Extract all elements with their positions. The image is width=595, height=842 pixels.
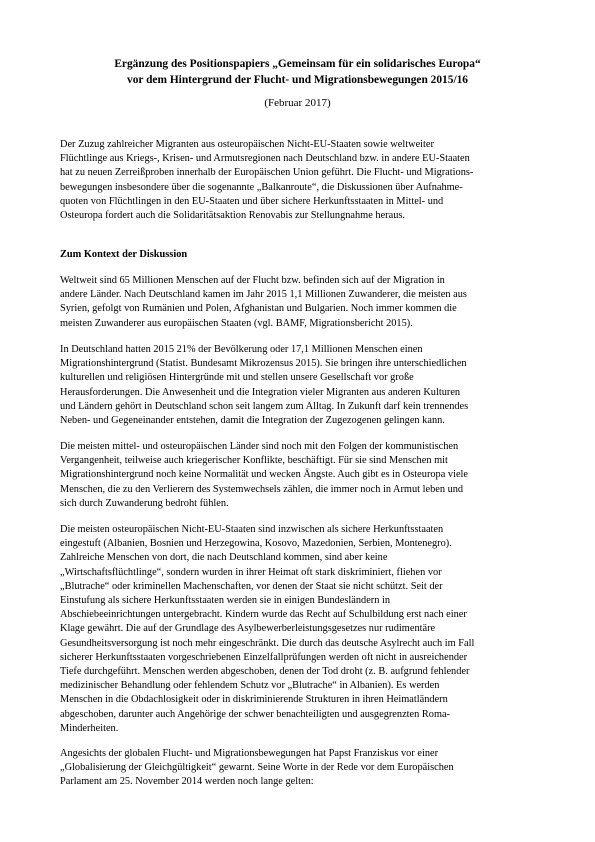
intro-paragraph: Der Zuzug zahlreicher Migranten aus osteuropäischen Nicht-EU-Staaten sowie weltweiter Flüchtlinge aus Kriegs-, Krisen- und Armutsregionen nach Deutschland bzw. in andere EU-Staaten hat zu neuen Zerreißproben innerhalb der Europäischen Union geführt. Die Flucht- und Migrations- bewegungen insbesondere über die sogenannte „Balkanroute“, die Diskussionen über Aufnahme- quoten von Flüchtlingen in den EU-Staaten und über sichere Herkunftsstaaten in Mittel- und Osteuropa fordert auch die Solidaritätsaktion Renovabis zur Stellungnahme heraus. xyxy=(60,139,474,222)
body-paragraph: Die meisten mittel- und osteuropäischen Länder sind noch mit den Folgen der kommunistischen Vergangenheit, teilweise auch kriegerischer Konflikte, beschäftigt. Für sie sind Menschen mit Migrationshintergrund noch keine Normalität und wecken Ängste. Auch gibt es in Osteuropa viele Menschen, die zu den Verlierern des Systemwechsels zählen, die immer noch in Armut leben und sich durch Zuwanderung bedroht fühlen. xyxy=(60,441,469,509)
body-paragraph: In Deutschland hatten 2015 21% der Bevölkerung oder 17,1 Millionen Menschen einen Migrationshintergrund (Statist. Bundesamt Mikrozensus 2015). Sie bringen ihre unterschiedlichen kulturellen und religiösen Hintergründe mit und stellen unsere Gesellschaft vor große Herausforderungen. Die Anwesenheit und die Integration vieler Migranten aus anderen Kulturen und Ländern gehört in Deutschland schon seit langem zum Alltag. In Zukunft darf kein trennendes Neben- und Gegeneinander entstehen, damit die Integration der Zugezogenen gelingen kann. xyxy=(60,344,469,427)
document-date: (Februar 2017) xyxy=(264,97,331,109)
body-paragraph: Weltweit sind 65 Millionen Menschen auf der Flucht bzw. befinden sich auf der Migration in andere Länder. Nach Deutschland kamen im Jahr 2015 1,1 Millionen Zuwanderer, die meisten aus Syrien, gefolgt von Rumänien und Polen, Afghanistan und Bulgarien. Noch immer kommen die meisten Zuwanderer aus europäischen Staaten (vgl. BAMF, Migrationsbericht 2015). xyxy=(60,275,467,329)
document-title: Ergänzung des Positionspapiers „Gemeinsam für ein solidarisches Europa“ vor dem Hintergrund der Flucht- und Migrationsbewegungen 2015/16 xyxy=(114,58,481,86)
body-paragraph: Angesichts der globalen Flucht- und Migrationsbewegungen hat Papst Franziskus vor einer „Globalisierung der Gleichgültigkeit“ gewarnt. Seine Worte in der Rede vor dem Europäischen Parlament am 25. November 2014 werden noch lange gelten: xyxy=(60,748,454,788)
body-paragraph: Die meisten osteuropäischen Nicht-EU-Staaten sind inzwischen als sichere Herkunftsstaaten eingestuft (Albanien, Bosnien und Herzegowina, Kosovo, Mazedonien, Serbien, Montenegro). Zahlreiche Menschen von dort, die nach Deutschland kommen, sind aber keine „Wirtschaftsflüchtlinge“, sondern wurden in ihrer Heimat oft stark diskriminiert, fliehen vor „Blutrache“ oder kriminellen Machenschaften, vor denen der Staat sie nicht schützt. Seit der Einstufung als sichere Herkunftsstaaten werden sie in einigen Bundesländern in Abschiebeeinrichtungen untergebracht. Kindern wurde das Recht auf Schulbildung erst nach einer Klage gewährt. Die auf der Grundlage des Asylbewerberleistungsgesetzes nur rudimentäre Gesundheitsversorgung ist noch mehr eingeschränkt. Die durch das deutsche Asylrecht auch im Fall sicherer Herkunftsstaaten vorgeschriebenen Einzelfallprüfungen werden oft nicht in ausreichender Tiefe durchgeführt. Menschen werden abgeschoben, denen der Tod droht (z. B. aufgrund fehlender medizinischer Behandlung oder fehlendem Schutz vor „Blutrache“ in Albanien). Es werden Menschen in die Obdachlosigkeit oder in diskriminierende Strukturen in ihren Heimatländern abgeschoben, darunter auch Angehörige der schwer benachteiligten und ausgegrenzten Roma- Minderheiten. xyxy=(60,524,475,734)
section-heading: Zum Kontext der Diskussion xyxy=(60,249,188,260)
